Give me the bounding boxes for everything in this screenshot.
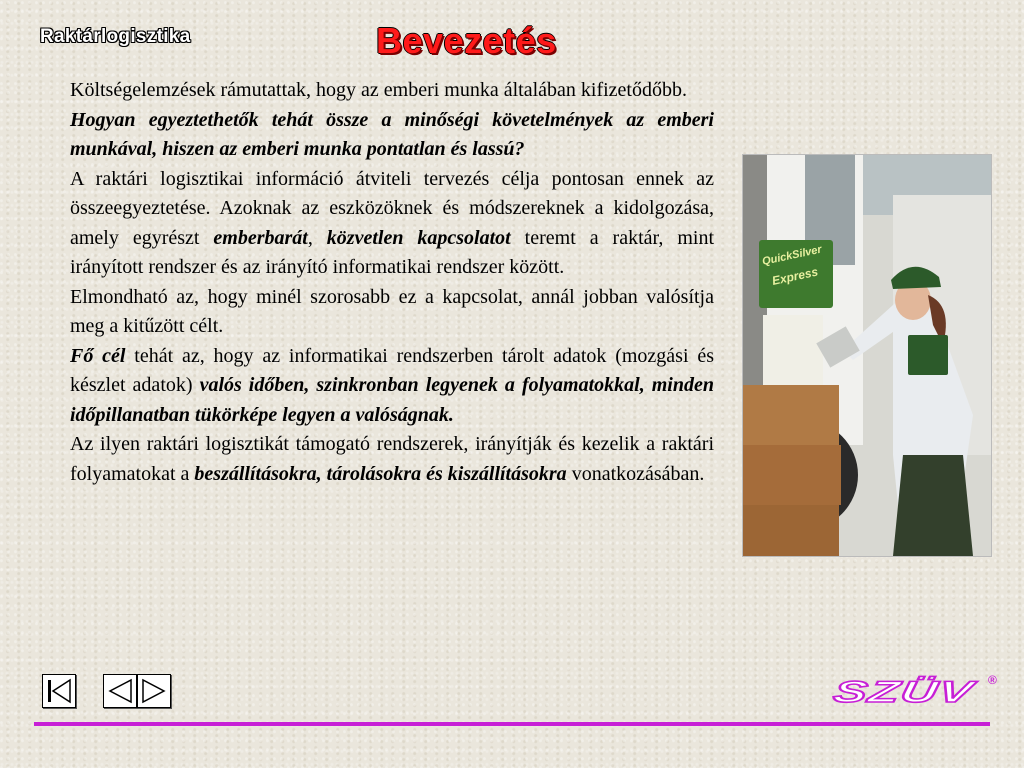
emphasis-beszallitasokra: beszállításokra, tárolásokra és kiszállításokra xyxy=(194,462,567,485)
emphasis-valos-idoben: valós időben, szinkronban legyenek a folyamatokkal, minden időpillanatban tükörképe legyen a valóságnak. xyxy=(70,374,714,426)
emphasis-fo-cel: Fő cél xyxy=(70,344,126,367)
next-slide-icon xyxy=(138,675,170,707)
paragraph-3 xyxy=(70,165,714,283)
emphasis-emberbarat: emberbarát xyxy=(213,226,308,249)
next-slide-button[interactable] xyxy=(137,674,171,708)
question-text: Hogyan egyeztethetők tehát össze a minőségi követelmények az emberi munkával, hiszen az emberi munka pontatlan és lassú? xyxy=(70,108,714,160)
delivery-photo xyxy=(742,154,992,557)
paragraph-5-text: tehát az, hogy az informatikai rendszerben tárolt adatok (mozgási és készlet adatok) xyxy=(70,344,714,396)
logo-text: SZÜV xyxy=(832,676,921,708)
emphasis-kozvetlen-kapcsolatot: közvetlen kapcsolatot xyxy=(326,226,511,249)
truck-sign-line1: QuickSilver xyxy=(761,243,823,268)
logo-registered-mark: ® xyxy=(988,673,997,687)
paragraph-5 xyxy=(70,342,714,431)
paragraph-2 xyxy=(70,106,714,165)
footer-divider xyxy=(34,722,990,726)
page-title: Bevezetés xyxy=(376,20,557,61)
szuv-logo xyxy=(832,668,1002,708)
previous-slide-icon xyxy=(104,675,136,707)
first-slide-button[interactable] xyxy=(42,674,76,708)
truck-sign-line2: Express xyxy=(770,264,820,288)
paragraph-4: Elmondható az, hogy minél szorosabb ez a kapcsolat, annál jobban valósítja meg a kitűzött célt. xyxy=(70,285,714,337)
paragraph-3-comma: , xyxy=(307,226,327,249)
paragraph-6 xyxy=(70,430,714,489)
previous-slide-button[interactable] xyxy=(103,674,137,708)
paragraph-3-tail: teremt a raktár, mint irányított rendszer és az irányító informatikai rendszer között. xyxy=(70,226,714,278)
paragraph-6-tail: vonatkozásában. xyxy=(566,462,705,485)
first-slide-icon xyxy=(43,675,75,707)
paragraph-1: Költségelemzések rámutattak, hogy az emberi munka általában kifizetődőbb. xyxy=(70,79,687,101)
brand-label: Raktárlogisztika xyxy=(40,26,191,47)
paragraph-6-text: Az ilyen raktári logisztikát támogató rendszerek, irányítják és kezelik a raktári folyamatokat a xyxy=(70,433,714,485)
slide-body xyxy=(70,76,714,489)
paragraph-3-text: A raktári logisztikai információ átviteli tervezés célja pontosan ennek az összeegyeztetése. Azoknak az eszközöknek és módszereknek a kidolgozása, amely egyrészt xyxy=(70,167,714,249)
